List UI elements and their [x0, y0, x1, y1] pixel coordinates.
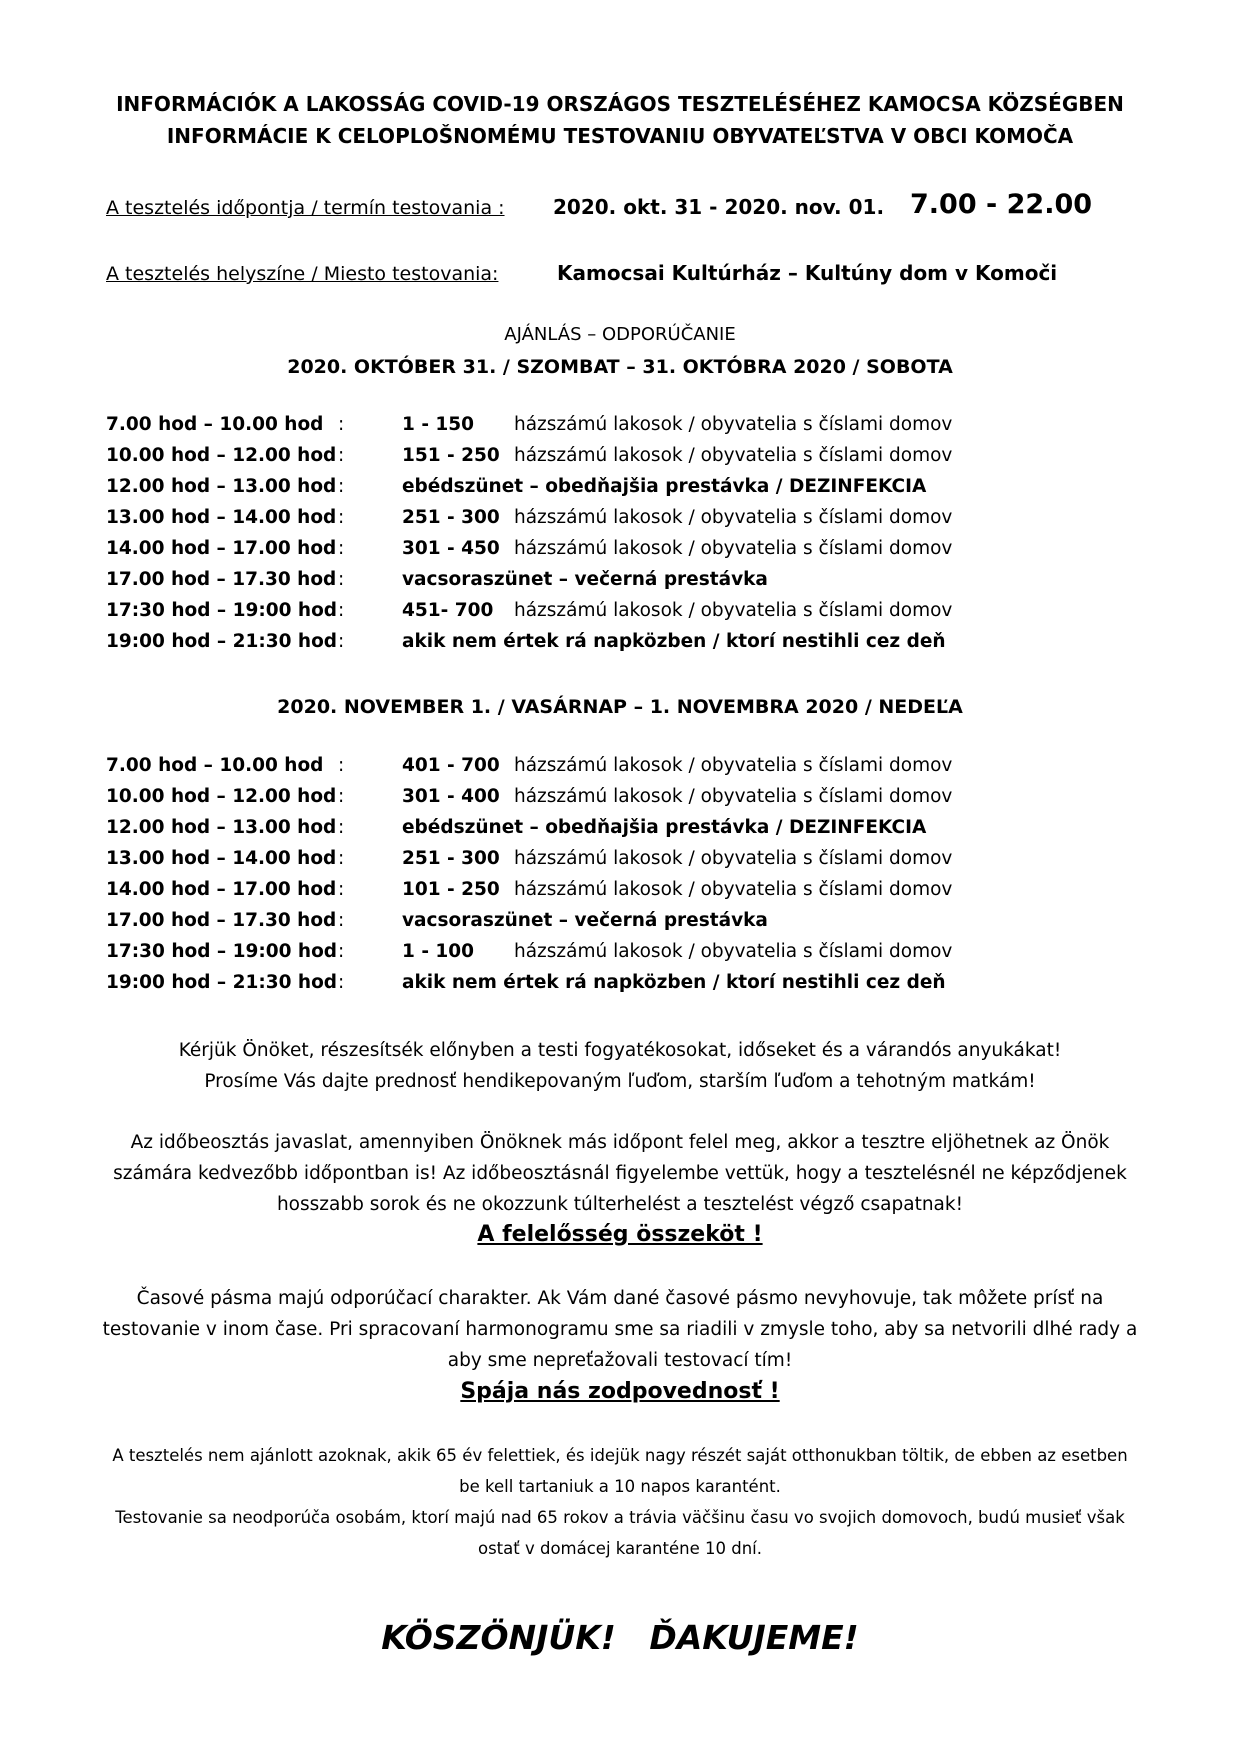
date-range: 2020. okt. 31 - 2020. nov. 01. — [553, 195, 885, 219]
schedule-time — [106, 600, 376, 621]
schedule-row — [0, 600, 1240, 631]
schedule-separator: : — [338, 755, 345, 776]
house-number-range: 451- 700 — [402, 600, 494, 621]
slogan-hungarian: A felelősség összeköt ! — [477, 1222, 763, 1247]
schedule-time-text: 7.00 hod – 10.00 hod — [106, 755, 324, 776]
recommendation-heading: AJÁNLÁS – ODPORÚČANIE — [504, 324, 736, 345]
schedule-time-text: 17:30 hod – 19:00 hod — [106, 941, 338, 962]
schedule-time-text: 19:00 hod – 21:30 hod — [106, 631, 338, 652]
schedule-time — [106, 507, 376, 528]
schedule-row — [0, 848, 1240, 879]
schedule-row — [0, 476, 1240, 507]
schedule-time-text: 12.00 hod – 13.00 hod — [106, 476, 337, 497]
schedule-description: házszámú lakosok / obyvatelia s číslami domov — [514, 941, 953, 962]
test-hours: 7.00 - 22.00 — [910, 189, 1093, 220]
elderly-note-sk: Testovanie sa neodporúča osobám, ktorí majú nad 65 rokov a trávia väčšinu času vo svojich domovoch, budú musieť však ostať v domácej karanténe 10 dní. — [115, 1508, 1125, 1558]
schedule-time — [106, 445, 376, 466]
house-number-range: 251 - 300 — [402, 848, 500, 869]
schedule-time-text: 17.00 hod – 17.30 hod — [106, 569, 337, 590]
schedule-row — [0, 631, 1240, 662]
schedule-time-text: 10.00 hod – 12.00 hod — [106, 786, 337, 807]
schedule-time-text: 13.00 hod – 14.00 hod — [106, 848, 337, 869]
schedule-separator: : — [338, 600, 345, 621]
house-number-range: 151 - 250 — [402, 445, 500, 466]
schedule-time — [106, 879, 376, 900]
schedule-break: vacsoraszünet – večerná prestávka — [402, 910, 768, 931]
schedule-separator: : — [338, 631, 345, 652]
note-slovak: Časové pásma majú odporúčací charakter. Ak Vám dané časové pásmo nevyhovuje, tak môžete prísť na testovanie v inom čase. Pri spracovaní harmonogramu sme sa riadili v zmysle toho, aby sa netvorili dlhé rady a aby sme nepreťažovali testovací tím! — [102, 1288, 1138, 1371]
schedule-row — [0, 445, 1240, 476]
schedule-time-text: 19:00 hod – 21:30 hod — [106, 972, 338, 993]
schedule-separator: : — [338, 538, 345, 559]
schedule-break: akik nem értek rá napközben / ktorí nestihli cez deň — [402, 631, 946, 652]
schedule-description: házszámú lakosok / obyvatelia s číslami domov — [514, 879, 953, 900]
schedule-description: házszámú lakosok / obyvatelia s číslami domov — [514, 414, 953, 435]
schedule-row — [0, 569, 1240, 600]
thanks-message: KÖSZÖNJÜK! ĎAKUJEME! — [381, 1618, 859, 1657]
schedule-row — [0, 538, 1240, 569]
schedule-time — [106, 414, 376, 435]
schedule-break: ebédszünet – obedňajšia prestávka / DEZINFEKCIA — [402, 817, 927, 838]
schedule-time — [106, 910, 376, 931]
priority-text-sk: Prosíme Vás dajte prednosť hendikepovaným ľuďom, starším ľuďom a tehotným matkám! — [204, 1071, 1036, 1092]
schedule-time — [106, 538, 376, 559]
schedule-time-text: 17:30 hod – 19:00 hod — [106, 600, 338, 621]
schedule-row — [0, 414, 1240, 445]
schedule-time — [106, 848, 376, 869]
schedule-description: házszámú lakosok / obyvatelia s číslami domov — [514, 600, 953, 621]
date-label: A tesztelés időpontja / termín testovania : — [106, 197, 505, 219]
house-number-range: 401 - 700 — [402, 755, 500, 776]
schedule-separator: : — [338, 817, 345, 838]
schedule-time-text: 13.00 hod – 14.00 hod — [106, 507, 337, 528]
schedule-time — [106, 972, 376, 993]
schedule-time — [106, 631, 376, 652]
schedule-break: vacsoraszünet – večerná prestávka — [402, 569, 768, 590]
schedule-row — [0, 879, 1240, 910]
schedule-break: ebédszünet – obedňajšia prestávka / DEZINFEKCIA — [402, 476, 927, 497]
schedule-separator: : — [338, 910, 345, 931]
schedule-description: házszámú lakosok / obyvatelia s číslami domov — [514, 755, 953, 776]
schedule-time — [106, 817, 376, 838]
schedule-time-text: 7.00 hod – 10.00 hod — [106, 414, 324, 435]
schedule-time — [106, 755, 376, 776]
schedule-separator: : — [338, 972, 345, 993]
schedule-separator: : — [338, 445, 345, 466]
schedule-time-text: 10.00 hod – 12.00 hod — [106, 445, 337, 466]
schedule-separator: : — [338, 507, 345, 528]
schedule-separator: : — [338, 786, 345, 807]
house-number-range: 1 - 150 — [402, 414, 475, 435]
house-number-range: 251 - 300 — [402, 507, 500, 528]
house-number-range: 1 - 100 — [402, 941, 475, 962]
schedule-row — [0, 507, 1240, 538]
schedule-time-text: 14.00 hod – 17.00 hod — [106, 538, 337, 559]
schedule-time — [106, 941, 376, 962]
schedule-row — [0, 786, 1240, 817]
place-label: A tesztelés helyszíne / Miesto testovania: — [106, 263, 499, 285]
schedule-description: házszámú lakosok / obyvatelia s číslami domov — [514, 786, 953, 807]
schedule-description: házszámú lakosok / obyvatelia s číslami domov — [514, 445, 953, 466]
schedule-time — [106, 476, 376, 497]
schedule-break: akik nem értek rá napközben / ktorí nestihli cez deň — [402, 972, 946, 993]
schedule-row — [0, 910, 1240, 941]
schedule-separator: : — [338, 879, 345, 900]
schedule-separator: : — [338, 414, 345, 435]
house-number-range: 301 - 400 — [402, 786, 500, 807]
schedule-description: házszámú lakosok / obyvatelia s číslami domov — [514, 848, 953, 869]
day1-heading: 2020. OKTÓBER 31. / SZOMBAT – 31. OKTÓBRA 2020 / SOBOTA — [287, 356, 953, 378]
schedule-time-text: 17.00 hod – 17.30 hod — [106, 910, 337, 931]
schedule-time-text: 12.00 hod – 13.00 hod — [106, 817, 337, 838]
schedule-description: házszámú lakosok / obyvatelia s číslami domov — [514, 507, 953, 528]
schedule-time — [106, 786, 376, 807]
schedule-time-text: 14.00 hod – 17.00 hod — [106, 879, 337, 900]
place-value: Kamocsai Kultúrház – Kultúny dom v Komoči — [557, 261, 1058, 285]
house-number-range: 301 - 450 — [402, 538, 500, 559]
schedule-time — [106, 569, 376, 590]
day1-schedule — [0, 414, 1240, 662]
priority-text-hu: Kérjük Önöket, részesítsék előnyben a testi fogyatékosokat, időseket és a várandós anyukákat! — [178, 1040, 1062, 1061]
schedule-separator: : — [338, 476, 345, 497]
schedule-row — [0, 817, 1240, 848]
house-number-range: 101 - 250 — [402, 879, 500, 900]
schedule-separator: : — [338, 941, 345, 962]
title-hungarian: INFORMÁCIÓK A LAKOSSÁG COVID-19 ORSZÁGOS TESZTELÉSÉHEZ KAMOCSA KÖZSÉGBEN — [116, 92, 1124, 116]
schedule-separator: : — [338, 569, 345, 590]
schedule-separator: : — [338, 848, 345, 869]
elderly-note-hu: A tesztelés nem ajánlott azoknak, akik 65 év felettiek, és idejük nagy részét saját otthonukban töltik, de ebben az esetben be kell tartaniuk a 10 napos karantént. — [112, 1446, 1128, 1496]
schedule-row — [0, 755, 1240, 786]
schedule-row — [0, 941, 1240, 972]
title-slovak: INFORMÁCIE K CELOPLOŠNOMÉMU TESTOVANIU OBYVATEĽSTVA V OBCI KOMOČA — [166, 124, 1074, 148]
day2-schedule — [0, 755, 1240, 1003]
schedule-description: házszámú lakosok / obyvatelia s číslami domov — [514, 538, 953, 559]
slogan-slovak: Spája nás zodpovednosť ! — [460, 1379, 780, 1404]
schedule-row — [0, 972, 1240, 1003]
note-hungarian: Az időbeosztás javaslat, amennyiben Önöknek más időpont felel meg, akkor a tesztre eljöhetnek az Önök számára kedvezőbb időpontban is! Az időbeosztásnál figyelembe vettük, hogy a tesztelésnél ne képződjenek hosszabb sorok és ne okozzunk túlterhelést a tesztelést végző csapatnak! — [113, 1132, 1127, 1215]
day2-heading: 2020. NOVEMBER 1. / VASÁRNAP – 1. NOVEMBRA 2020 / NEDEĽA — [277, 696, 963, 718]
